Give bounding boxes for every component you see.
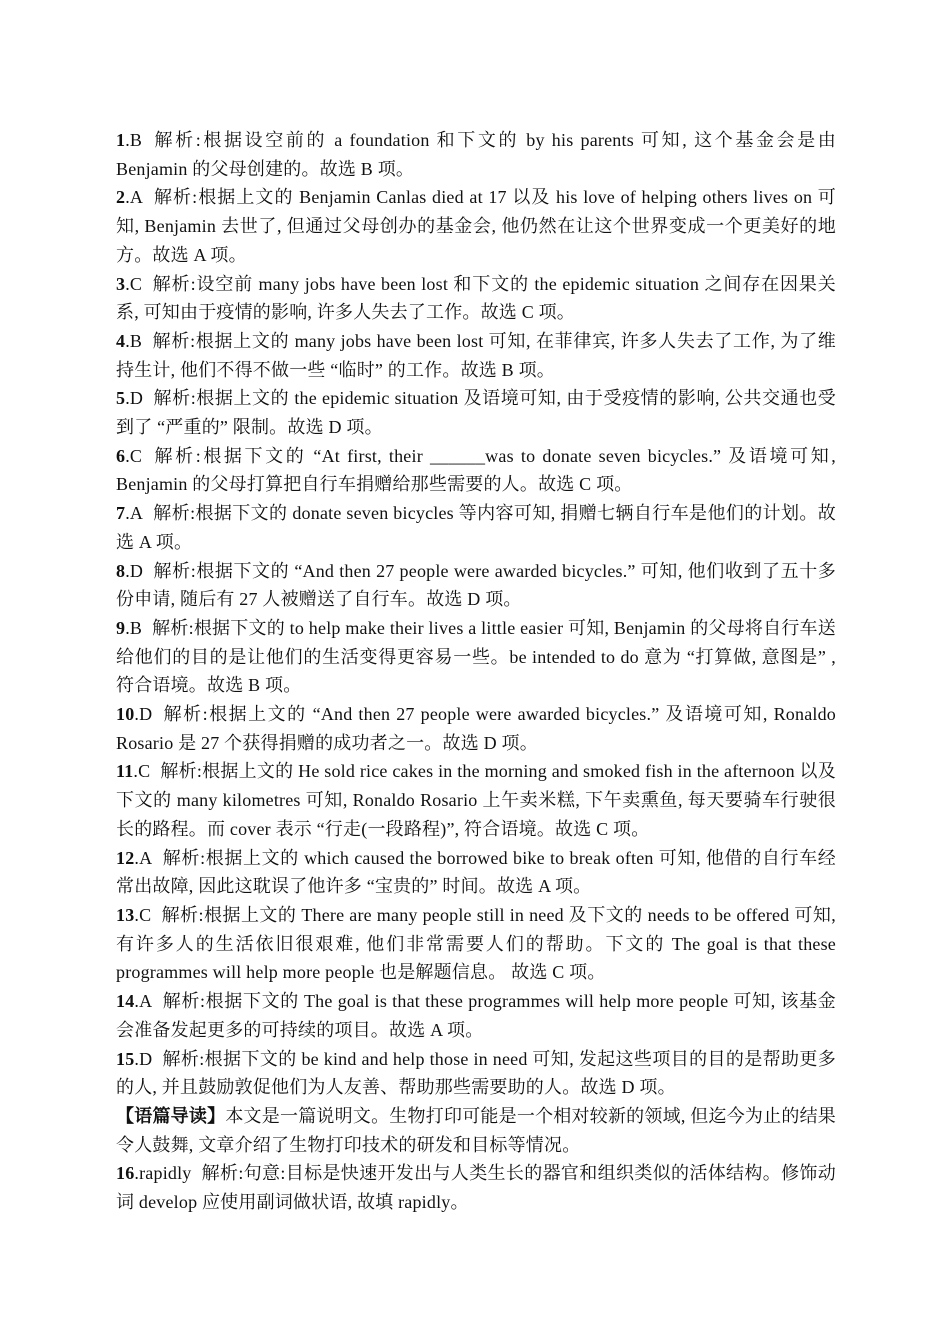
answer-item-14 (116, 987, 836, 1044)
explanation-text: :根据上文的 many jobs have been lost 可知, 在菲律宾, 许多人失去了工作, 为了维持生计, 他们不得不做一些 “临时” 的工作。故选 B 项。 (116, 330, 836, 380)
answer-choice: .A (134, 847, 153, 868)
answer-item-16 (116, 1159, 836, 1216)
explanation-label: 解析 (162, 1048, 200, 1069)
explanation-label: 解析 (152, 273, 191, 294)
answer-choice: .B (125, 330, 143, 351)
question-number: 8 (116, 560, 126, 581)
answer-choice: .B (125, 130, 143, 150)
answer-choice: .A (134, 991, 153, 1012)
explanation-label: 解析 (153, 503, 191, 524)
answer-item-10 (116, 700, 836, 757)
question-number: 15 (116, 1048, 135, 1069)
answer-item-6 (116, 442, 836, 499)
answer-item-2 (116, 183, 836, 269)
question-number: 9 (116, 617, 126, 638)
answer-choice: .D (125, 388, 144, 409)
explanation-label: 解析 (153, 388, 191, 409)
answer-explanations (116, 126, 836, 1217)
explanation-text: :根据上文的 “And then 27 people were awarded bicycles.” 及语境可知, Ronaldo Rosario 是 27 个获得捐赠的成功者之一。故选 D 项。 (116, 704, 836, 753)
explanation-label: 解析 (161, 904, 199, 925)
explanation-text: :根据下文的 to help make their lives a little easier 可知, Benjamin 的父母将自行车送给他们的目的是让他们的生活变得更容易一些。be intended to do 意为 “打算做, 意图是” , 符合语境。故选 B 项。 (116, 617, 836, 696)
passage-guide-text: 本文是一篇说明文。生物打印可能是一个相对较新的领域, 但迄今为止的结果令人鼓舞, 文章介绍了生物打印技术的研发和目标等情况。 (116, 1105, 836, 1155)
answer-item-8 (116, 557, 836, 614)
question-number: 11 (116, 761, 134, 782)
answer-choice: .C (134, 904, 152, 925)
explanation-text: :设空前 many jobs have been lost 和下文的 the epidemic situation 之间存在因果关系, 可知由于疫情的影响, 许多人失去了工作。故选 C 项。 (116, 273, 836, 323)
answer-item-15 (116, 1045, 836, 1102)
answer-item-11 (116, 757, 836, 843)
explanation-label: 解析 (152, 617, 189, 638)
explanation-text: :根据上文的 There are many people still in need 及下文的 needs to be offered 可知, 有许多人的生活依旧很艰难, 他们非常需要人们的帮助。下文的 The goal is that these programmes will help more people 也是解题信息。 故选 C 项。 (116, 904, 836, 983)
answer-choice: .C (125, 273, 143, 294)
explanation-text: :根据上文的 which caused the borrowed bike to break often 可知, 他借的自行车经常出故障, 因此这耽误了他许多 “宝贵的” 时间。故选 A 项。 (116, 847, 836, 897)
question-number: 7 (116, 503, 126, 524)
question-number: 16 (116, 1163, 135, 1184)
explanation-text: :根据下文的 “And then 27 people were awarded bicycles.” 可知, 他们收到了五十多份申请, 随后有 27 人被赠送了自行车。故选 D 项。 (116, 560, 836, 610)
explanation-text: :根据下文的 donate seven bicycles 等内容可知, 捐赠七辆自行车是他们的计划。故选 A 项。 (116, 503, 836, 552)
answer-item-1 (116, 126, 836, 183)
explanation-label: 解析 (152, 130, 196, 150)
explanation-label: 解析 (152, 330, 191, 351)
explanation-label: 解析 (162, 847, 201, 868)
question-number: 13 (116, 904, 135, 925)
answer-choice: .D (125, 560, 144, 581)
explanation-label: 解析 (201, 1163, 239, 1184)
answer-choice: .rapidly (134, 1163, 192, 1184)
explanation-label: 解析 (160, 761, 197, 782)
explanation-text: :根据下文的 “At first, their ______was to donate seven bicycles.” 及语境可知, Benjamin 的父母打算把自行车捐赠给那些需要的人。故选 C 项。 (116, 445, 836, 495)
question-number: 12 (116, 847, 135, 868)
answer-item-3 (116, 270, 836, 327)
answer-item-5 (116, 384, 836, 441)
explanation-text: :根据下文的 The goal is that these programmes will help more people 可知, 该基金会准备发起更多的可持续的项目。故选 A 项。 (116, 991, 837, 1040)
explanation-label: 解析 (162, 991, 201, 1012)
explanation-label: 解析 (152, 445, 196, 466)
explanation-text: :句意:目标是快速开发出与人类生长的器官和组织类似的活体结构。修饰动词 develop 应使用副词做状语, 故填 rapidly。 (116, 1163, 836, 1213)
question-number: 6 (116, 445, 126, 466)
question-number: 1 (116, 130, 126, 150)
answer-choice: .C (133, 761, 151, 782)
answer-choice: .C (125, 445, 143, 466)
explanation-text: :根据上文的 the epidemic situation 及语境可知, 由于受疫情的影响, 公共交通也受到了 “严重的” 限制。故选 D 项。 (116, 388, 836, 438)
answer-choice: .D (134, 704, 153, 725)
question-number: 14 (116, 991, 135, 1012)
answer-item-13 (116, 901, 836, 987)
answer-choice: .A (125, 503, 144, 524)
explanation-label: 解析 (153, 560, 191, 581)
answer-choice: .D (134, 1048, 153, 1069)
explanation-text: :根据设空前的 a foundation 和下文的 by his parents 可知, 这个基金会是由 Benjamin 的父母创建的。故选 B 项。 (116, 130, 837, 179)
passage-guide (116, 1102, 836, 1159)
question-number: 5 (116, 388, 126, 409)
answer-item-9 (116, 614, 836, 700)
answer-choice: .A (125, 187, 144, 208)
question-number: 3 (116, 273, 126, 294)
answer-item-4 (116, 327, 836, 384)
explanation-label: 解析 (162, 704, 203, 725)
question-number: 4 (116, 330, 126, 351)
explanation-text: :根据下文的 be kind and help those in need 可知, 发起这些项目的目的是帮助更多的人, 并且鼓励敦促他们为人友善、帮助那些需要助的人。故选 D 项。 (116, 1048, 836, 1098)
explanation-label: 解析 (153, 187, 193, 208)
answer-choice: .B (125, 617, 143, 638)
question-number: 10 (116, 704, 135, 725)
explanation-text: :根据上文的 He sold rice cakes in the morning and smoked fish in the afternoon 以及下文的 many kilometres 可知, Ronaldo Rosario 上午卖米糕, 下午卖熏鱼, 每天要骑车行驶很长的路程。而 cover 表示 “行走(一段路程)”, 符合语境。故选 C 项。 (116, 761, 837, 839)
explanation-text: :根据上文的 Benjamin Canlas died at 17 以及 his love of helping others lives on 可知, Benjamin 去世了, 但通过父母创办的基金会, 他仍然在让这个世界变成一个更美好的地方。故选 A 项。 (116, 187, 836, 265)
answer-item-7 (116, 499, 836, 556)
answer-item-12 (116, 844, 836, 901)
passage-guide-heading: 【语篇导读】 (116, 1105, 226, 1126)
question-number: 2 (116, 187, 126, 208)
